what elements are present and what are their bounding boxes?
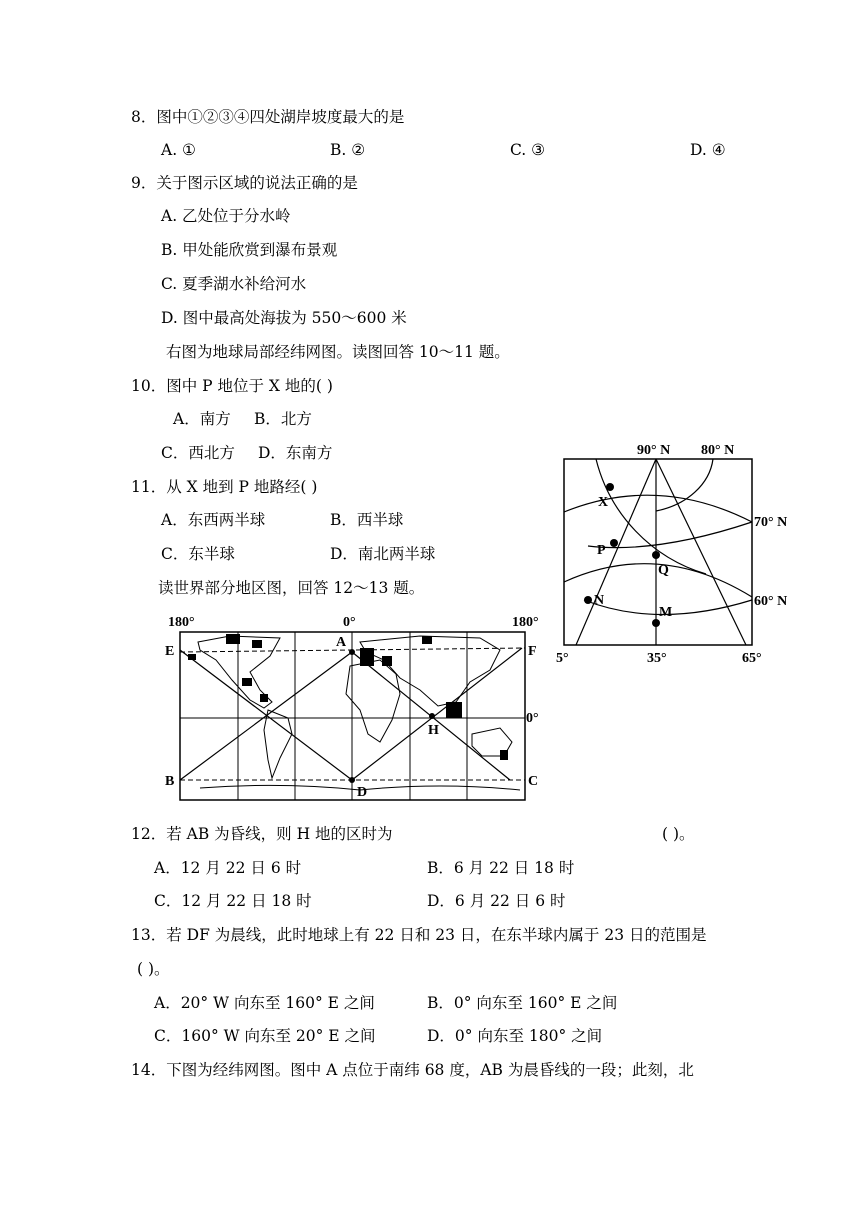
q12-option-c: C．12 月 22 日 18 时 [154, 892, 312, 910]
q11-option-a: A．东西两半球 [161, 511, 266, 529]
map-label-a: A [336, 635, 347, 650]
intro-12-13: 读世界部分地区图，回答 12～13 题。 [158, 579, 425, 597]
q12-option-a: A．12 月 22 日 6 时 [154, 859, 302, 877]
point-m-marker [652, 619, 660, 627]
q13-stem: 13．若 DF 为晨线，此时地球上有 22 日和 23 日，在东半球内属于 23 日的范围是 [131, 926, 707, 944]
point-x-marker [606, 483, 614, 491]
map-label-equator: 0° [526, 711, 539, 726]
intro-10-11: 右图为地球局部经纬网图。读图回答 10～11 题。 [166, 343, 510, 361]
lat-label-60n: 60° N [754, 594, 788, 609]
q9-option-d: D. 图中最高处海拔为 550～600 米 [161, 309, 407, 327]
map-label-e: E [165, 644, 175, 659]
q13-option-d: D．0° 向东至 180° 之间 [427, 1027, 603, 1045]
q10-option-c: C．西北方 [161, 444, 235, 462]
q8-option-c: C. ③ [510, 141, 546, 159]
q13-option-a: A．20° W 向东至 160° E 之间 [154, 994, 375, 1012]
q12-stem: 12．若 AB 为昏线，则 H 地的区时为 [131, 825, 393, 843]
q8-stem: 8．图中①②③④四处湖岸坡度最大的是 [131, 108, 405, 126]
map-top-label-0: 0° [343, 615, 356, 630]
point-p-label: P [597, 543, 606, 558]
q11-option-b: B．西半球 [330, 511, 404, 529]
point-n-label: N [594, 593, 605, 608]
q13-option-b: B．0° 向东至 160° E 之间 [427, 994, 618, 1012]
q8-option-a: A. ① [161, 141, 196, 159]
q13-blank: ( )。 [137, 960, 170, 978]
q12-option-b: B．6 月 22 日 18 时 [427, 859, 575, 877]
q11-option-d: D．南北两半球 [330, 545, 436, 563]
q11-stem: 11．从 X 地到 P 地路经( ) [131, 478, 318, 496]
q11-option-c: C．东半球 [161, 545, 235, 563]
world-map-figure [160, 610, 550, 805]
point-m-label: M [659, 605, 673, 620]
q10-option-a: A．南方 [173, 410, 231, 428]
q9-option-a: A. 乙处位于分水岭 [161, 207, 291, 225]
lat-label-90n: 90° N [637, 443, 671, 458]
map-label-d: D [357, 785, 368, 800]
q10-option-b: B．北方 [254, 410, 312, 428]
map-label-f: F [528, 644, 537, 659]
q14-stem: 14．下图为经纬网图。图中 A 点位于南纬 68 度，AB 为晨昏线的一段；此刻，北 [131, 1061, 694, 1079]
q10-option-d: D．东南方 [258, 444, 333, 462]
q10-stem: 10．图中 P 地位于 X 地的( ) [131, 377, 333, 395]
lat-label-80n: 80° N [701, 443, 735, 458]
q12-option-d: D．6 月 22 日 6 时 [427, 892, 566, 910]
point-q-marker [652, 551, 660, 559]
q9-option-c: C. 夏季湖水补给河水 [161, 275, 307, 293]
map-top-label-180-left: 180° [168, 615, 195, 630]
point-x-label: X [598, 495, 609, 510]
map-top-label-180-right: 180° [512, 615, 539, 630]
point-n-marker [584, 596, 592, 604]
point-p-marker [610, 539, 618, 547]
map-label-h: H [428, 723, 439, 738]
q8-option-d: D. ④ [690, 141, 726, 159]
q13-option-c: C．160° W 向东至 20° E 之间 [154, 1027, 376, 1045]
map-label-b: B [165, 774, 175, 789]
lon-label-5: 5° [556, 651, 569, 666]
q9-option-b: B. 甲处能欣赏到瀑布景观 [161, 241, 338, 259]
lon-label-65: 65° [742, 651, 762, 666]
lon-label-35: 35° [647, 651, 667, 666]
q8-option-b: B. ② [330, 141, 366, 159]
latlon-grid-figure [548, 434, 808, 670]
q9-stem: 9．关于图示区域的说法正确的是 [131, 174, 358, 192]
map-label-c: C [528, 774, 539, 789]
q12-blank: ( )。 [662, 825, 695, 843]
point-q-label: Q [658, 563, 669, 578]
lat-label-70n: 70° N [754, 515, 788, 530]
